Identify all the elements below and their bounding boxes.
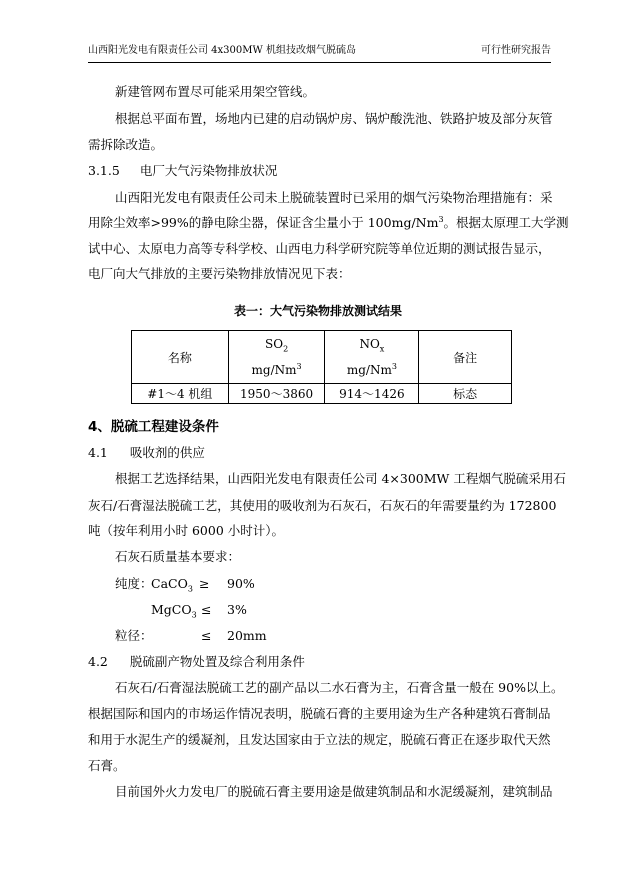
section-4-1-heading — [88, 445, 205, 461]
text-span: NO — [359, 337, 380, 351]
mgco3-value: 3% — [227, 602, 247, 617]
paragraph-line: 石灰石/石膏湿法脱硫工艺的副产品以二水石膏为主，石膏含量一般在 90%以上。 — [115, 680, 564, 695]
paragraph-line: 山西阳光发电有限责任公司未上脱硫装置时已采用的烟气污染物治理措施有：采 — [115, 190, 553, 205]
caco3-formula — [151, 576, 193, 592]
superscript: 3 — [438, 214, 444, 224]
paragraph-line: 和用于水泥生产的缓凝剂，且发达国家由于立法的规定，脱硫石膏正在逐步取代天然 — [88, 732, 551, 747]
text-span: 用除尘效率>99%的静电除尘器，保证含尘量小于 100mg/Nm — [88, 215, 439, 230]
section-3-1-5-heading — [88, 163, 277, 179]
purity-label: 纯度： — [115, 576, 153, 591]
paragraph-line: 试中心、太原电力高等专科学校、山西电力科学研究院等单位近期的测试报告显示， — [88, 241, 551, 256]
superscript: 3 — [391, 362, 397, 371]
cell-unit — [325, 357, 418, 383]
table-row — [132, 384, 512, 404]
text-span: MgCO — [151, 602, 192, 617]
paragraph-line — [88, 215, 569, 231]
text-span: CaCO — [151, 576, 188, 591]
text-span: SO — [265, 337, 284, 351]
paragraph-line: 电厂向大气排放的主要污染物排放情况见下表： — [88, 266, 351, 281]
subscript: 3 — [191, 610, 197, 620]
table-caption: 表一：大气污染物排放测试结果 — [234, 304, 403, 318]
subscript: 2 — [283, 344, 289, 354]
table-cell: #1～4 机组 — [132, 384, 229, 404]
superscript: 3 — [296, 362, 302, 371]
section-title: 吸收剂的供应 — [129, 445, 205, 460]
cell-text — [229, 331, 325, 357]
paragraph-line: 吨（按年利用小时 6000 小时计）。 — [88, 523, 285, 538]
table-header-row — [132, 331, 512, 384]
header-cell-nox — [325, 331, 419, 384]
size-value: 20mm — [227, 628, 267, 643]
header-right-title: 可行性研究报告 — [481, 45, 551, 56]
paragraph-line: 目前国外火力发电厂的脱硫石膏主要用途是做建筑制品和水泥缓凝剂，建筑制品 — [115, 784, 553, 799]
table-cell: 1950～3860 — [228, 384, 325, 404]
section-number: 4.2 — [88, 654, 108, 669]
mgco3-formula — [151, 602, 197, 618]
le-symbol: ≤ — [201, 602, 212, 617]
subscript: x — [379, 344, 385, 354]
section-number: 3.1.5 — [88, 163, 120, 178]
header-cell-so2 — [228, 331, 325, 384]
text-span: mg/Nm — [251, 363, 297, 377]
paragraph-line: 石灰石质量基本要求： — [115, 549, 241, 564]
cell-text — [325, 331, 418, 357]
text-span: mg/Nm — [346, 363, 392, 377]
caco3-value: 90% — [227, 576, 255, 591]
section-4-2-heading — [88, 654, 305, 670]
emissions-table — [131, 330, 512, 404]
subscript: 3 — [187, 584, 193, 594]
cell-unit — [229, 357, 325, 383]
paragraph-line: 根据总平面布置，场地内已建的启动锅炉房、锅炉酸洗池、铁路护坡及部分灰管 — [115, 111, 553, 126]
size-label: 粒径： — [115, 628, 153, 643]
paragraph-line: 根据国际和国内的市场运作情况表明，脱硫石膏的主要用途为生产各种建筑石膏制品 — [88, 706, 551, 721]
header-cell-note — [419, 331, 512, 384]
paragraph-line: 新建管网布置尽可能采用架空管线。 — [115, 84, 316, 99]
ge-symbol: ≥ — [199, 576, 210, 591]
section-title: 脱硫副产物处置及综合利用条件 — [129, 654, 305, 669]
section-title: 电厂大气污染物排放状况 — [139, 163, 278, 178]
section-number: 4.1 — [88, 445, 108, 460]
paragraph-line: 灰石/石膏湿法脱硫工艺，其使用的吸收剂为石灰石，石灰石的年需要量约为 172800 — [88, 498, 557, 513]
cell-text: 备注 — [453, 350, 478, 365]
header-cell-name — [132, 331, 229, 384]
le-symbol: ≤ — [201, 628, 212, 643]
table-cell: 914～1426 — [325, 384, 419, 404]
cell-text: 名称 — [167, 350, 192, 365]
header-left-title: 山西阳光发电有限责任公司 4x300MW 机组技改烟气脱硫岛 — [88, 45, 356, 56]
paragraph-line: 根据工艺选择结果，山西阳光发电有限责任公司 4×300MW 工程烟气脱硫采用石 — [115, 471, 566, 486]
paragraph-line: 石膏。 — [88, 758, 126, 773]
section-4-heading: 4、脱硫工程建设条件 — [88, 419, 219, 435]
header-rule — [88, 62, 551, 63]
page-header — [88, 43, 551, 59]
text-span: 。根据太原理工大学测 — [443, 215, 569, 230]
paragraph-line: 需拆除改造。 — [88, 137, 164, 152]
table-cell: 标态 — [419, 384, 512, 404]
